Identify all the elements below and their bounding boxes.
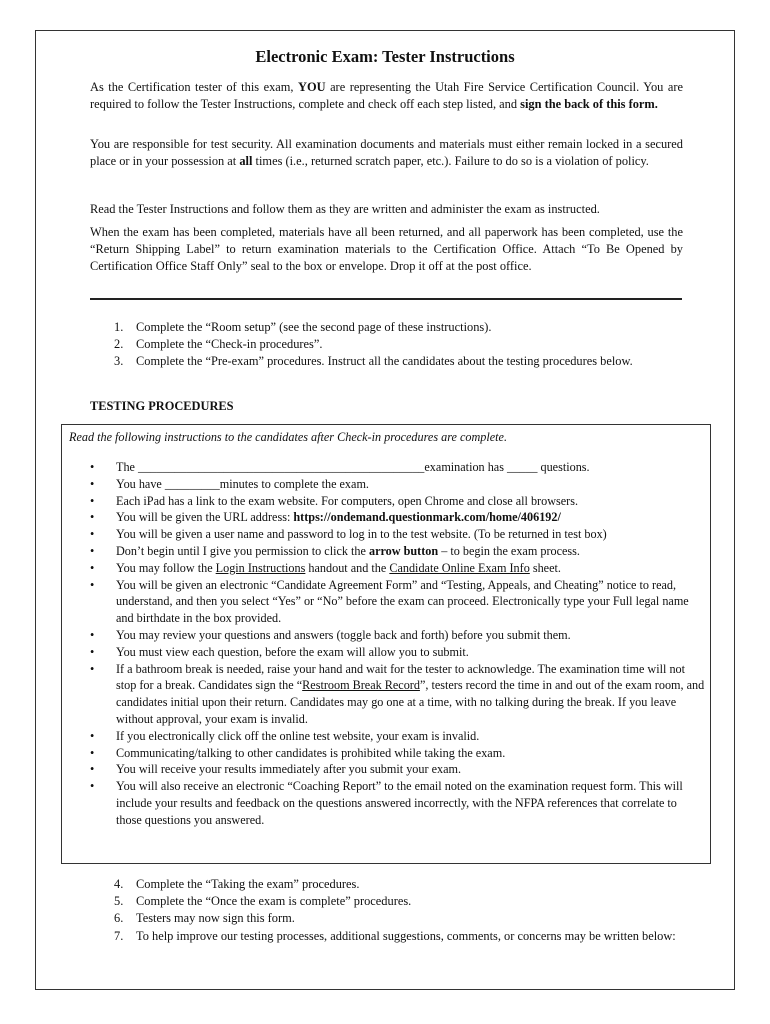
section-divider <box>90 298 682 300</box>
candidate-instructions-list <box>90 459 705 829</box>
bullet-item: • You will also receive an electronic “Coaching Report” to the email noted on the examination request form. This will include your results and feedback on the questions answered incorrectly, with the NFPA references that correlate to those questions you answered. <box>90 778 705 828</box>
instruction-page <box>35 30 735 990</box>
bullet-item: • Each iPad has a link to the exam website. For computers, open Chrome and close all browsers. <box>90 493 705 510</box>
bullet-item: • The _______________________________________________examination has _____ questions. <box>90 459 705 476</box>
bullet-item: • You must view each question, before the exam will allow you to submit. <box>90 644 705 661</box>
step-item: 2. Complete the “Check-in procedures”. <box>114 337 323 352</box>
candidate-exam-info-ref: Candidate Online Exam Info <box>389 560 530 575</box>
testing-procedures-heading: TESTING PROCEDURES <box>90 399 234 413</box>
exam-url: https://ondemand.questionmark.com/home/406192/ <box>293 510 561 525</box>
bullet-item: • If you electronically click off the online test website, your exam is invalid. <box>90 728 705 745</box>
step-item: 4. Complete the “Taking the exam” procedures. <box>114 877 360 891</box>
bullet-item: • Communicating/talking to other candidates is prohibited while taking the exam. <box>90 745 705 762</box>
bullet-item: • You may review your questions and answers (toggle back and forth) before you submit them. <box>90 627 705 644</box>
bullet-item: • You will be given an electronic “Candidate Agreement Form” and “Testing, Appeals, and Cheating” notice to read, understand, and then you select “Yes” or “No” before the exam can proceed. Electronically type your Full legal name and birthdate in the box provided. <box>90 577 705 627</box>
intro-paragraph-2: You are responsible for test security. All examination documents and materials must either remain locked in a secured place or in your possession at all times (i.e., returned scratch paper, etc.). Failure to do so is a violation of policy. <box>90 137 683 169</box>
bullet-item: • If a bathroom break is needed, raise your hand and wait for the tester to acknowledge. The examination time will not stop for a break. Candidates sign the “Restroom Break Record”, testers record the time in and out of the exam room, and candidates initial upon their return. Candidates may go one at a time, with no talking during the break. If you leave without approval, your exam is invalid. <box>90 661 705 728</box>
bullet-item: • You may follow the Login Instructions handout and the Candidate Online Exam Info sheet. <box>90 560 705 577</box>
testing-procedures-box <box>61 424 711 864</box>
login-instructions-ref: Login Instructions <box>215 560 306 575</box>
step-item: 6. Testers may now sign this form. <box>114 911 295 926</box>
step-item: 7. To help improve our testing processes, additional suggestions, comments, or concerns may be written below: <box>114 928 676 943</box>
steps-list-first <box>114 319 682 371</box>
intro-paragraph-3: Read the Tester Instructions and follow them as they are written and administer the exam as instructed. <box>90 202 600 216</box>
bullet-item: • You will receive your results immediately after you submit your exam. <box>90 761 705 778</box>
page-title: Electronic Exam: Tester Instructions <box>255 47 515 66</box>
steps-list-second <box>114 876 682 945</box>
bullet-item: • You will be given the URL address: https://ondemand.questionmark.com/home/406192/ <box>90 509 705 526</box>
step-item: 1. Complete the “Room setup” (see the second page of these instructions). <box>114 320 492 334</box>
bullet-item: • You will be given a user name and password to log in to the test website. (To be returned in test box) <box>90 526 705 543</box>
restroom-break-record-ref: Restroom Break Record <box>302 678 420 693</box>
bullet-item: • Don’t begin until I give you permission to click the arrow button – to begin the exam process. <box>90 543 705 560</box>
intro-paragraph-1: As the Certification tester of this exam, YOU are representing the Utah Fire Service Certification Council. You are required to follow the Tester Instructions, complete and check off each step listed, and sign the back of this form. <box>90 80 683 112</box>
box-instruction: Read the following instructions to the candidates after Check-in procedures are complete. <box>69 430 507 444</box>
step-item: 5. Complete the “Once the exam is complete” procedures. <box>114 894 412 909</box>
intro-paragraph-4: When the exam has been completed, materials have all been returned, and all paperwork has been completed, use the “Return Shipping Label” to return examination materials to the Certification Office. Attach “To Be Opened by Certification Office Staff Only” seal to the box or envelope. Drop it off at the post office. <box>90 225 683 274</box>
bullet-item: • You have _________minutes to complete the exam. <box>90 476 705 493</box>
step-item: 3. Complete the “Pre-exam” procedures. Instruct all the candidates about the testing procedures below. <box>114 354 633 369</box>
